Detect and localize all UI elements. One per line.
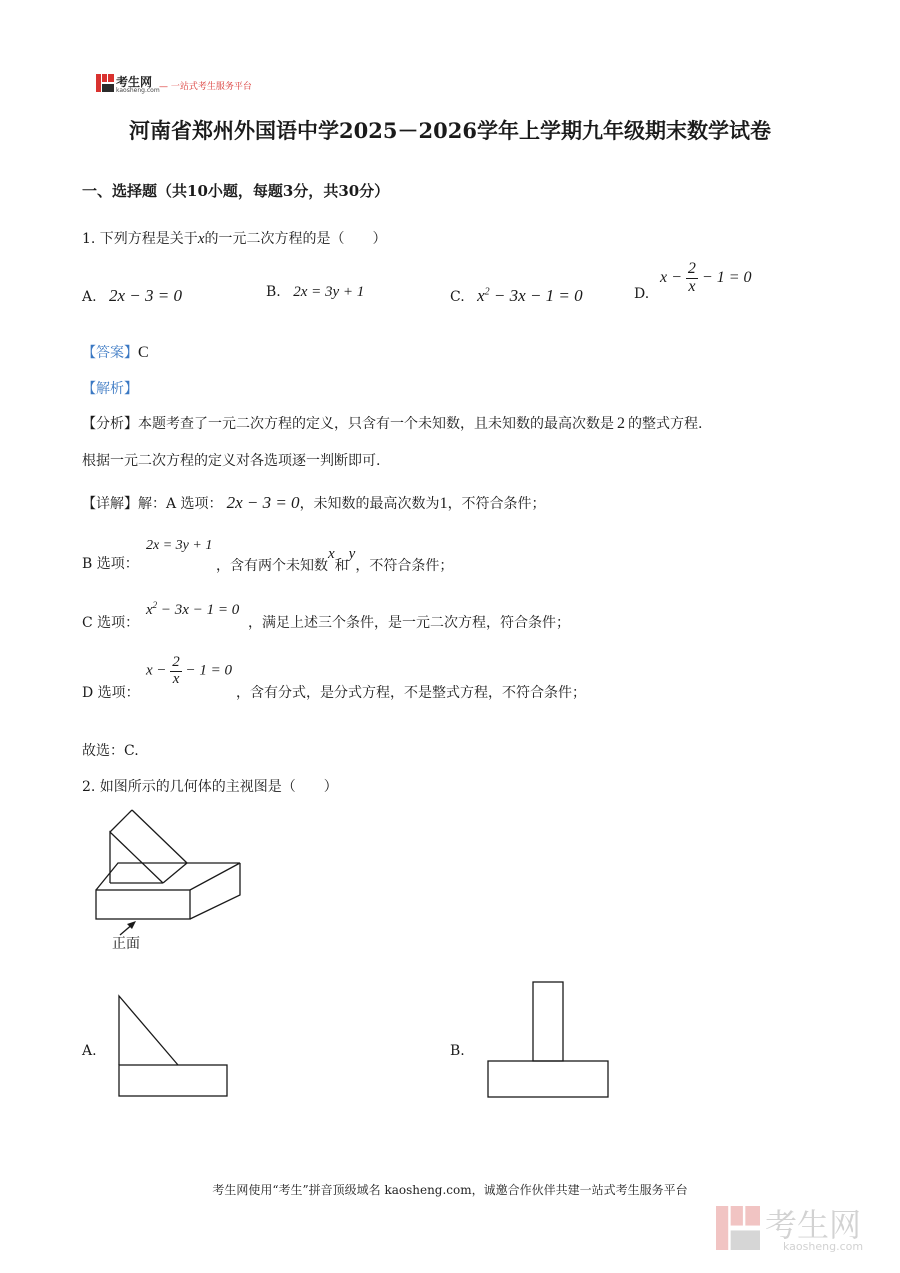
question-2-stem: 2. 如图所示的几何体的主视图是（ ）	[82, 779, 338, 795]
option-d-expr: x − $\frac{2}{x}$ − 1 = 0	[660, 260, 752, 295]
footer-text: 考生网使用“考生”拼音顶级域名 kaosheng.com，诚邀合作伙伴共建一站式考生服务平台	[212, 1183, 688, 1197]
analysis-line-2: 根据一元二次方程的定义对各选项逐一判断即可.	[82, 453, 381, 469]
q2-option-a-label[interactable]: A.	[82, 1043, 97, 1059]
q2-option-b-label[interactable]: B.	[450, 1043, 465, 1059]
logo-name: 考生网	[116, 75, 153, 89]
detail-b-expr: 2x = 3y + 1	[146, 538, 213, 553]
detail-b-label: B 选项：	[82, 556, 139, 572]
option-c[interactable]: C. $x^2 - 3x - 1 = 0$	[450, 286, 583, 305]
option-d[interactable]: D.	[634, 286, 650, 302]
question-1-stem: 1. 下列方程是关于x的一元二次方程的是（ ）	[82, 231, 387, 247]
option-b[interactable]: B. 2x = 3y + 1	[266, 284, 365, 300]
kaosheng-logo-icon	[96, 74, 114, 92]
conclusion: 故选：C.	[82, 743, 139, 759]
answer: 【答案】C	[82, 344, 149, 361]
section-heading: 一、选择题（共10小题，每题3分，共30分）	[82, 182, 390, 200]
detail-d-label: D 选项：	[82, 685, 140, 701]
detail-c-expr: $x^2 - 3x - 1 = 0$	[146, 600, 240, 618]
q2-option-b-figure[interactable]	[485, 979, 613, 1099]
detail-a: 【详解】解：A 选项： 2x − 3 = 0，未知数的最高次数为1，不符合条件；	[82, 493, 546, 512]
detail-c-label: C 选项：	[82, 615, 140, 631]
q2-option-a-figure[interactable]	[116, 993, 231, 1098]
analysis-tag: 【解析】	[82, 381, 138, 397]
analysis-line-1: 【分析】本题考查了一元二次方程的定义，只含有一个未知数，且未知数的最高次数是 2 的整式方程.	[82, 415, 703, 432]
logo-slogan: 一站式考生服务平台	[170, 82, 252, 92]
watermark-logo-icon	[716, 1204, 760, 1252]
detail-d-expr: x − $\frac{2}{x}$ − 1 = 0	[146, 654, 233, 687]
logo-domain: kaosheng.com	[116, 87, 160, 94]
page-title: 河南省郑州外国语中学2025－2026学年上学期九年级期末数学试卷	[129, 118, 771, 143]
watermark-domain: kaosheng.com	[783, 1240, 864, 1253]
front-label: 正面	[112, 936, 140, 952]
detail-b-text: ，含有两个未知数x和y，不符合条件；	[216, 546, 454, 574]
detail-c-text: ，满足上述三个条件，是一元二次方程，符合条件；	[248, 615, 570, 631]
watermark-name: 考生网	[765, 1206, 862, 1244]
option-a[interactable]: A. 2x − 3 = 0	[82, 286, 183, 305]
detail-d-text: ，含有分式，是分式方程，不是整式方程，不符合条件；	[236, 685, 586, 701]
